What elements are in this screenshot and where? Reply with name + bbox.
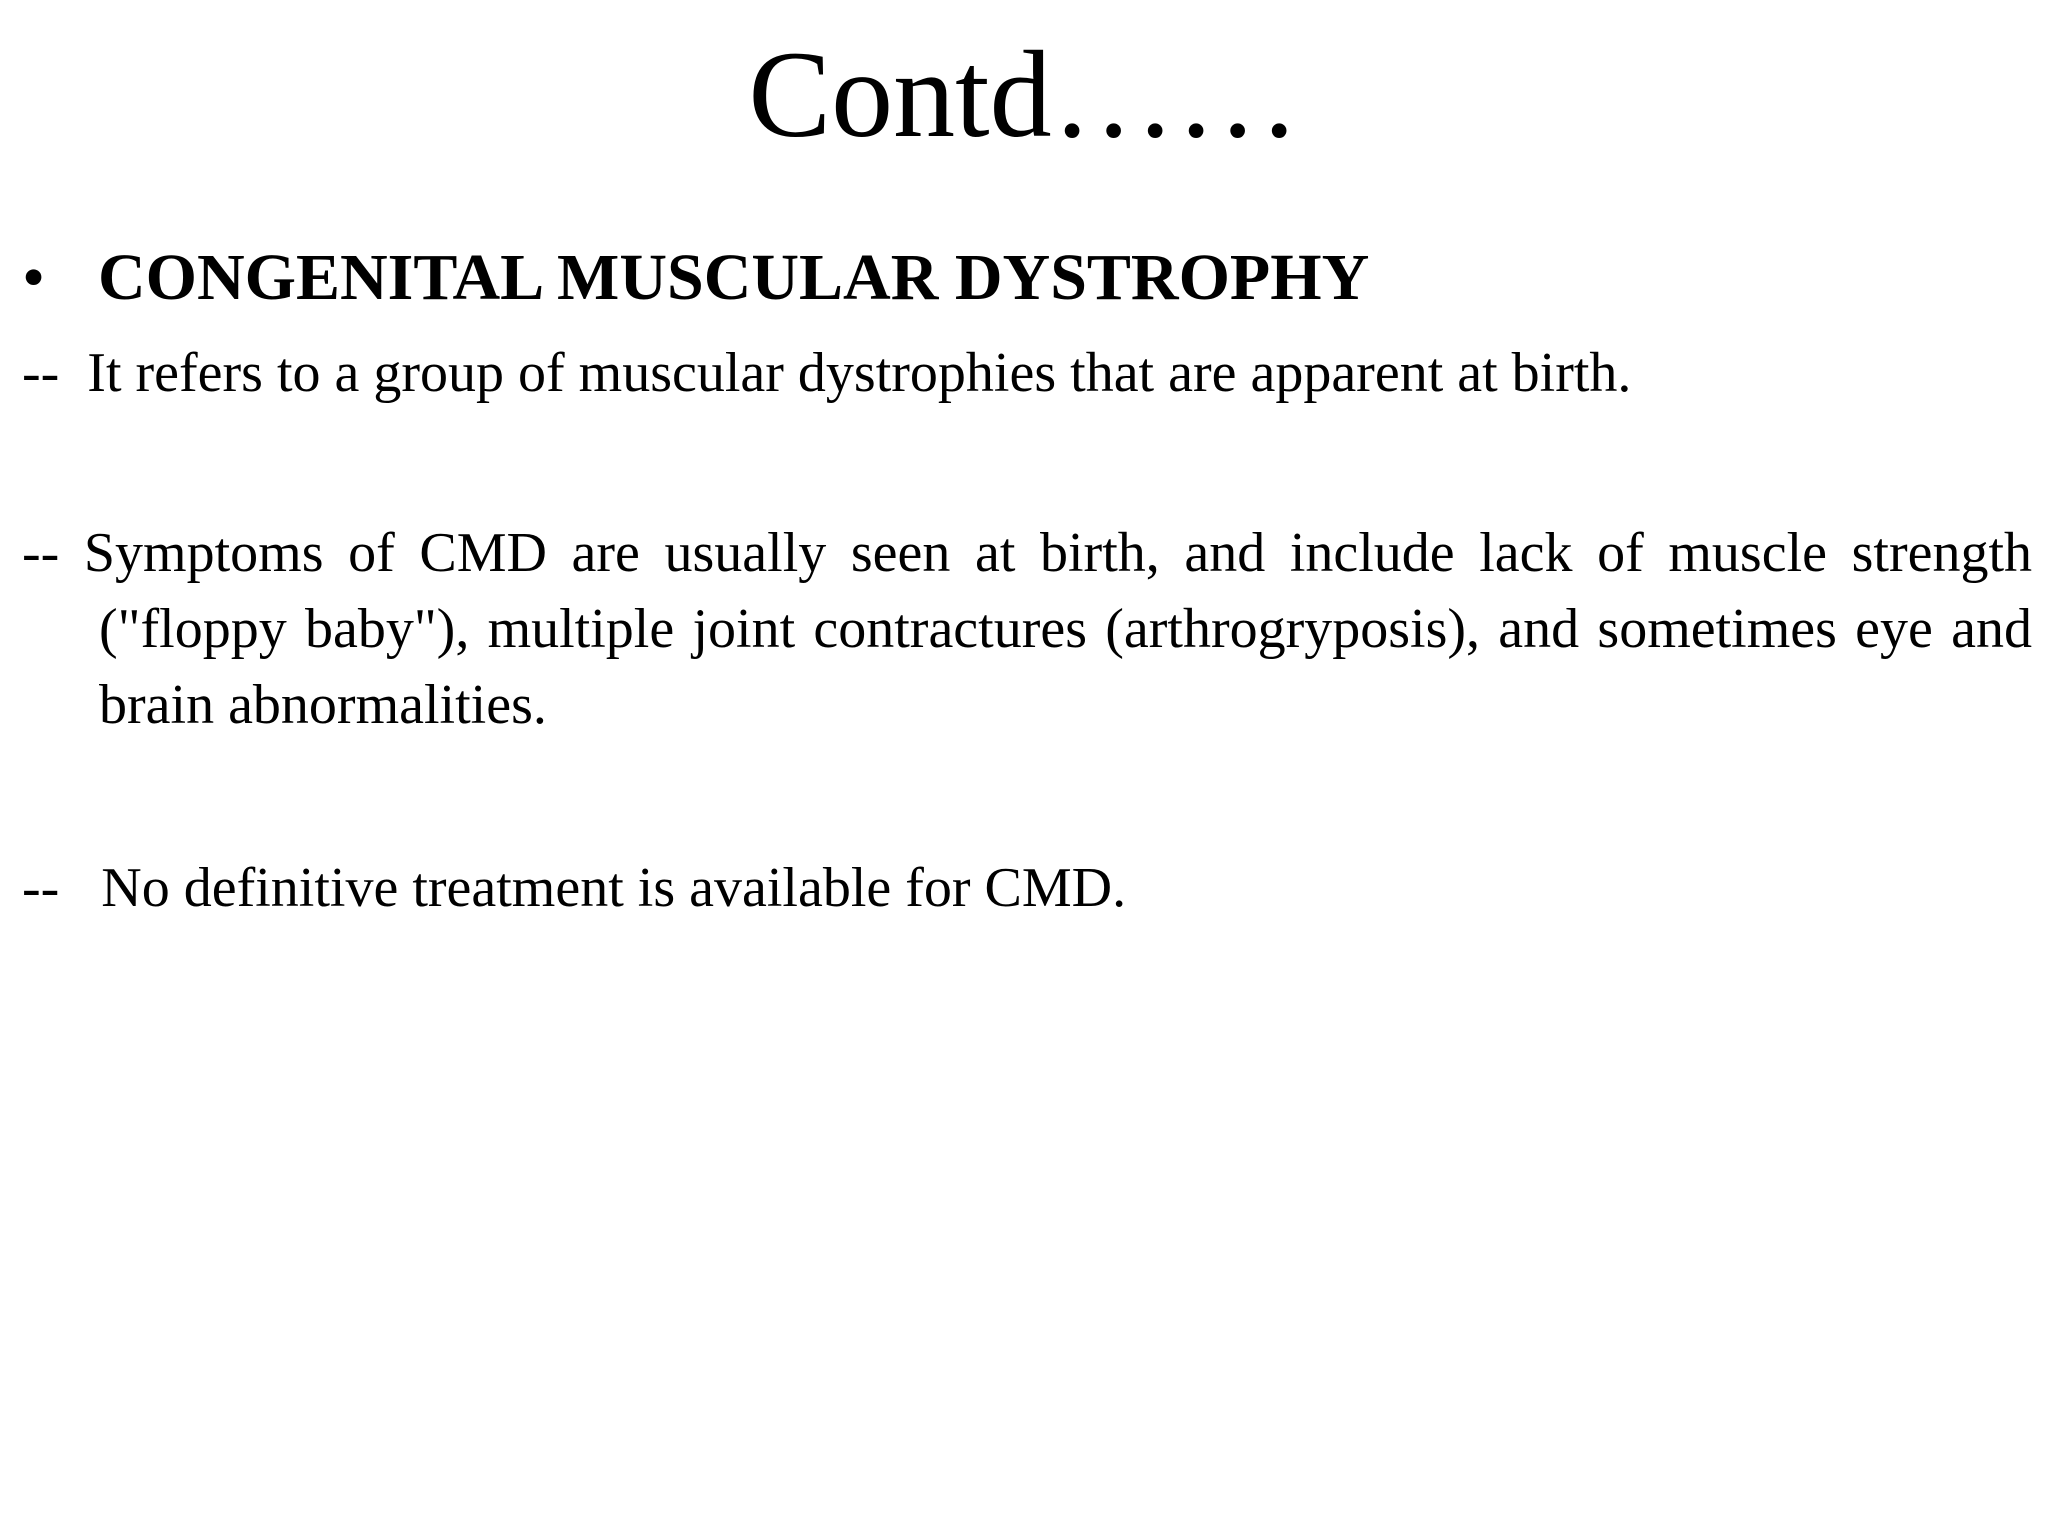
bullet-icon: • [22,241,46,314]
point-2-text: Symptoms of CMD are usually seen at birth, and include lack of muscle strength ("floppy baby"), multiple joint contractures (arthrogryposis), and sometimes eye and brain abnormalities. [83,522,2033,736]
dash-marker: -- [22,857,60,919]
point-1 [22,335,2032,411]
dash-marker: -- [22,342,60,404]
dash-marker: -- [22,522,60,584]
slide-title: Contd…… [748,26,1300,163]
point-3 [22,850,2032,926]
point-1-text: It refers to a group of muscular dystrophies that are apparent at birth. [87,342,1632,404]
point-2 [22,515,2032,743]
section-heading [22,238,2012,318]
point-3-text: No definitive treatment is available for CMD. [101,857,1127,919]
section-heading-text: CONGENITAL MUSCULAR DYSTROPHY [98,241,1370,314]
